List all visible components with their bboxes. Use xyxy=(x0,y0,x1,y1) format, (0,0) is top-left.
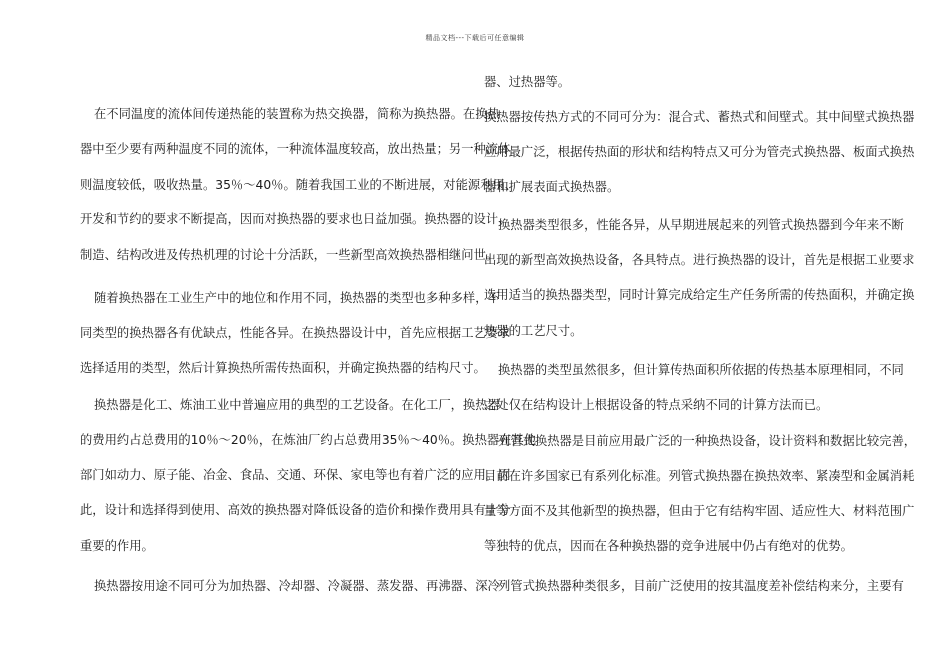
text-line: 部门如动力、原子能、冶金、食品、交通、环保、家电等也有着广泛的应用。因 xyxy=(80,468,511,482)
text-line: 同类型的换热器各有优缺点，性能各异。在换热器设计中，首先应根据工艺要求 xyxy=(80,326,511,340)
text-line: 器和扩展表面式换热器。 xyxy=(484,180,620,194)
text-line: 器、过热器等。 xyxy=(484,75,571,89)
text-line: 列管式换热器种类很多，目前广泛使用的按其温度差补偿结构来分，主要有 xyxy=(498,579,904,593)
text-line: 换热器是化工、炼油工业中普遍应用的典型的工艺设备。在化工厂，换热器 xyxy=(94,398,500,412)
text-line: 在不同温度的流体间传递热能的装置称为热交换器，简称为换热器。在换热 xyxy=(94,107,500,121)
text-line: 换热器类型很多，性能各异，从早期进展起来的列管式换热器到今年来不断 xyxy=(498,218,904,232)
text-line: 随着换热器在工业生产中的地位和作用不同，换热器的类型也多种多样，不 xyxy=(94,291,500,305)
text-line: 换热器按用途不同可分为加热器、冷却器、冷凝器、蒸发器、再沸器、深冷 xyxy=(94,579,500,593)
text-line: 开发和节约的要求不断提高，因而对换热器的要求也日益加强。换热器的设计、 xyxy=(80,212,511,226)
text-line: 目前在许多国家已有系列化标准。列管式换热器在换热效率、紧凑型和金属消耗 xyxy=(484,469,915,483)
text-line: 则温度较低，吸收热量。35％～40％。随着我国工业的不断进展，对能源利用、 xyxy=(80,178,518,192)
text-line: 换热器按传热方式的不同可分为：混合式、蓄热式和间壁式。其中间壁式换热器 xyxy=(484,110,915,124)
text-line: 此，设计和选择得到使用、高效的换热器对降低设备的造价和操作费用具有十分 xyxy=(80,503,511,517)
text-line: 重要的作用。 xyxy=(80,539,154,553)
text-line: 的费用约占总费用的10％～20％，在炼油厂约占总费用35％～40％。换热器在其他 xyxy=(80,433,537,447)
text-line: 换热器的类型虽然很多，但计算传热面积所依据的传热基本原理相同，不同 xyxy=(498,363,904,377)
text-line: 选用适当的换热器类型，同时计算完成给定生产任务所需的传热面积，并确定换 xyxy=(484,288,915,302)
text-line: 量等方面不及其他新型的换热器，但由于它有结构牢固、适应性大、材料范围广 xyxy=(484,504,915,518)
text-line: 选择适用的类型，然后计算换热所需传热面积，并确定换热器的结构尺寸。 xyxy=(80,361,486,375)
text-line: 出现的新型高效换热设备，各具特点。进行换热器的设计，首先是根据工业要求 xyxy=(484,253,915,267)
text-line: 制造、结构改进及传热机理的讨论十分活跃，一些新型高效换热器相继问世。 xyxy=(80,248,499,262)
text-line: 热器的工艺尺寸。 xyxy=(484,324,583,338)
text-line: 列管式换热器是目前应用最广泛的一种换热设备，设计资料和数据比较完善， xyxy=(498,434,917,448)
text-line: 等独特的优点，因而在各种换热器的竞争进展中仍占有绝对的优势。 xyxy=(484,539,853,553)
page-header: 精品文档---下载后可任意编辑 xyxy=(425,34,525,42)
text-line: 应用最广泛，根据传热面的形状和结构特点又可分为管壳式换热器、板面式换热 xyxy=(484,145,915,159)
text-line: 器中至少要有两种温度不同的流体，一种流体温度较高，放出热量；另一种流体 xyxy=(80,142,511,156)
text-line: 之处仅在结构设计上根据设备的特点采纳不同的计算方法而已。 xyxy=(484,398,829,412)
